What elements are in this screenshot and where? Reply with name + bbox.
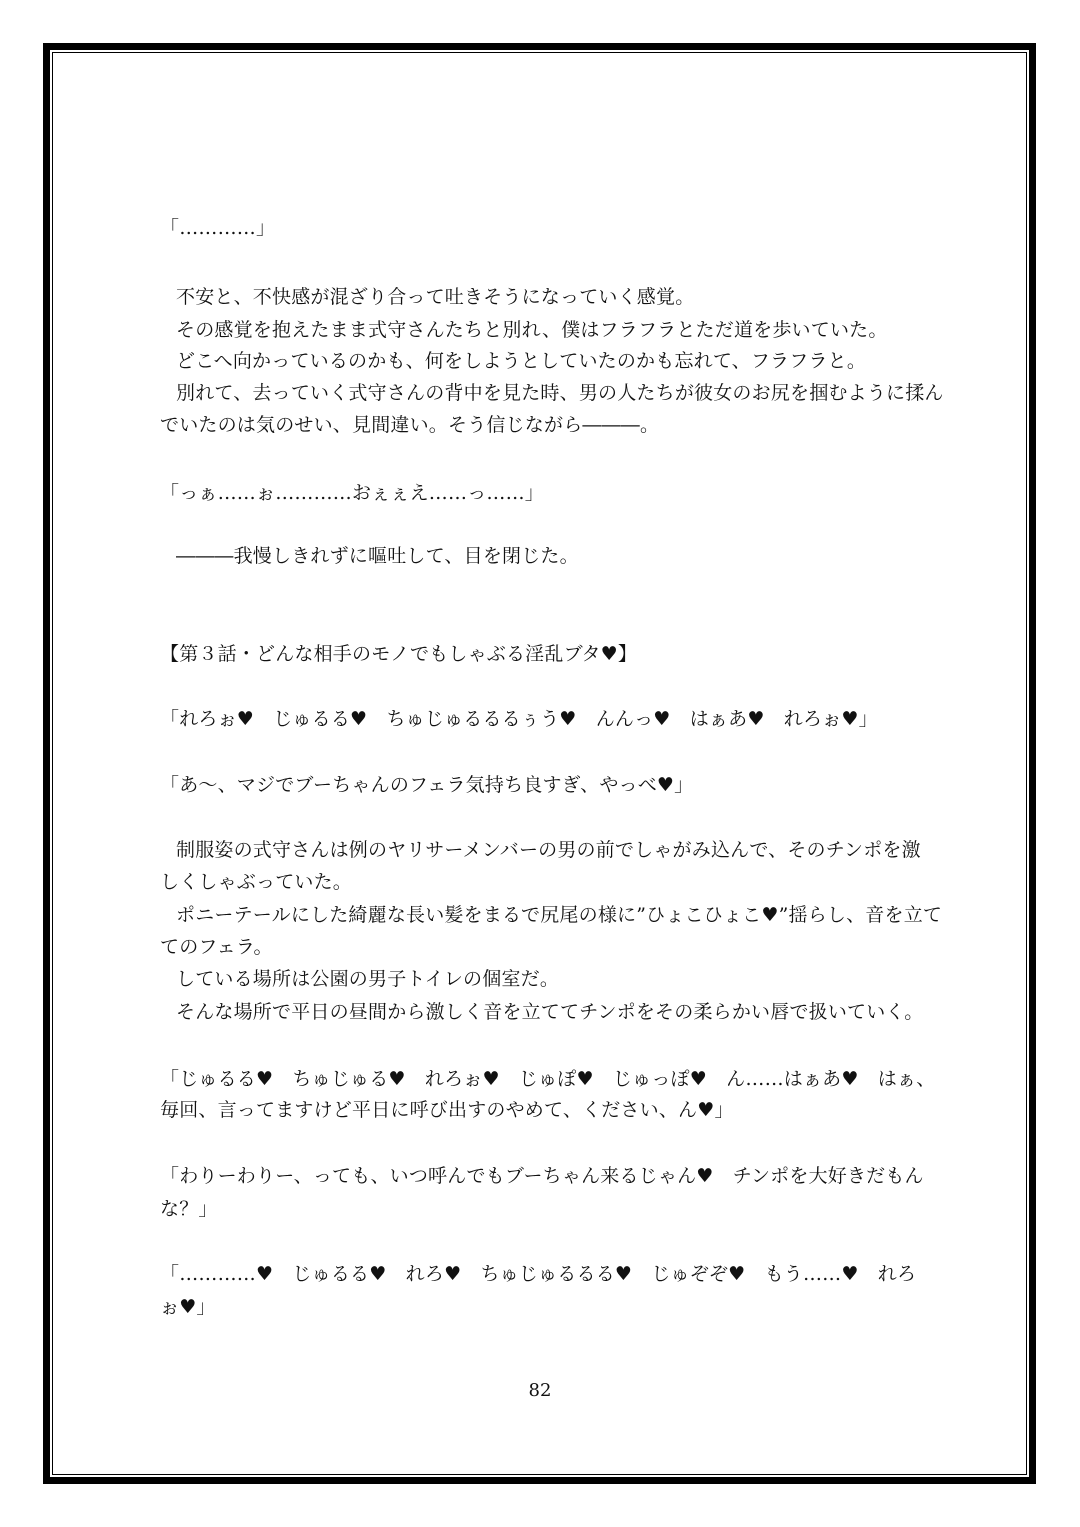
- text-line: 別れて、去っていく式守さんの背中を見た時、男の人たちが彼女のお尻を掴むように揉ん: [176, 382, 944, 404]
- text-line: どこへ向かっているのかも、何をしようとしていたのかも忘れて、フラフラと。: [176, 350, 867, 372]
- text-line: 制服姿の式守さんは例のヤリサーメンバーの男の前でしゃがみ込んで、そのチンポを激: [176, 839, 921, 861]
- page-number: 82: [528, 1380, 552, 1401]
- text-line: しくしゃぶっていた。: [160, 871, 353, 893]
- text-line: 「あ～、マジでブーちゃんのフェラ気持ち良すぎ、やっべ♥」: [160, 774, 694, 796]
- text-line: てのフェラ。: [160, 936, 273, 958]
- text-line: 「…………♥ じゅるる♥ れろ♥ ちゅじゅるるる♥ じゅぞぞ♥ もう……♥ れろ: [160, 1263, 917, 1285]
- text-line: ポニーテールにした綺麗な長い髪をまるで尻尾の様に”ひょこひょこ♥”揺らし、音を立て: [176, 904, 943, 926]
- text-line: でいたのは気のせい、見間違い。そう信じながら―――。: [160, 414, 660, 436]
- text-line: その感覚を抱えたまま式守さんたちと別れ、僕はフラフラとただ道を歩いていた。: [176, 319, 888, 341]
- text-line: ぉ♥」: [160, 1296, 216, 1318]
- text-line: 不安と、不快感が混ざり合って吐きそうになっていく感覚。: [176, 286, 695, 308]
- text-line: 「れろぉ♥ じゅるる♥ ちゅじゅるるるぅう♥ んんっ♥ はぁあ♥ れろぉ♥」: [160, 708, 878, 730]
- text-line: 「わりーわりー、っても、いつ呼んでもブーちゃん来るじゃん♥ チンポを大好きだもん: [160, 1165, 924, 1187]
- page-border-inner: [52, 52, 1027, 1475]
- text-line: な？」: [160, 1198, 218, 1220]
- text-line: ―――我慢しきれずに嘔吐して、目を閉じた。: [176, 545, 579, 567]
- text-line: 「…………」: [160, 217, 276, 239]
- text-line: 「っぁ……ぉ…………おぇぇえ……っ……」: [160, 482, 545, 504]
- text-line: している場所は公園の男子トイレの個室だ。: [176, 968, 560, 990]
- text-line: 毎回、言ってますけど平日に呼び出すのやめて、ください、ん♥」: [160, 1099, 734, 1121]
- text-line: そんな場所で平日の昼間から激しく音を立ててチンポをその柔らかい唇で扱いていく。: [176, 1001, 924, 1023]
- text-line: 「じゅるる♥ ちゅじゅる♥ れろぉ♥ じゅぽ♥ じゅっぽ♥ ん……はぁあ♥ はぁ、: [160, 1068, 936, 1090]
- chapter-heading: 【第３話・どんな相手のモノでもしゃぶる淫乱ブタ♥】: [160, 643, 638, 665]
